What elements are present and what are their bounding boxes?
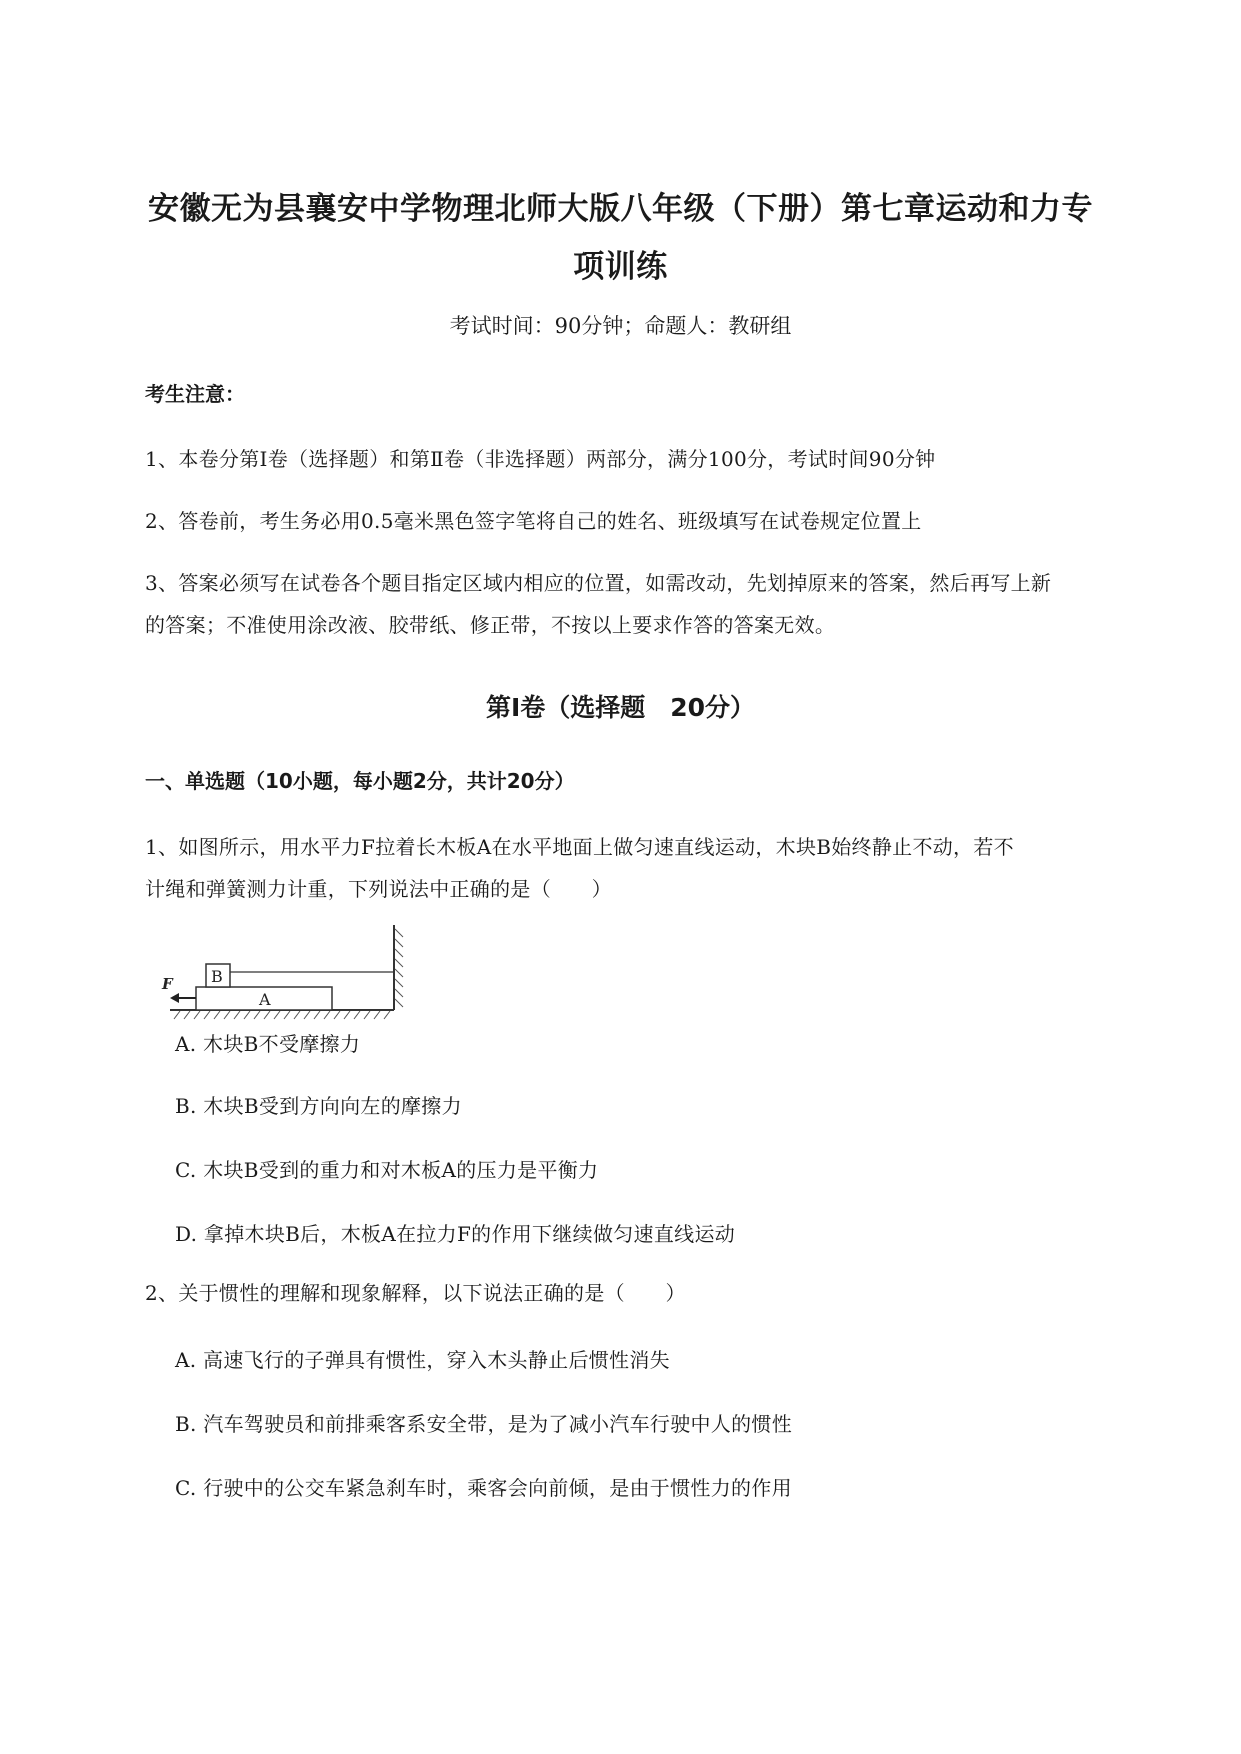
question-1-option-c: C. 木块B受到的重力和对木板A的压力是平衡力 (175, 1158, 599, 1182)
question-2-option-a: A. 高速飞行的子弹具有惯性，穿入木头静止后惯性消失 (175, 1348, 670, 1372)
exam-subtitle: 考试时间：90分钟；命题人：教研组 (449, 314, 792, 338)
part-heading: 一、单选题（10小题，每小题2分，共计20分） (145, 769, 575, 793)
ground-hatch (174, 1011, 390, 1019)
physics-diagram (162, 925, 430, 1025)
question-2-option-c: C. 行驶中的公交车紧急刹车时，乘客会向前倾，是由于惯性力的作用 (175, 1476, 792, 1500)
force-label: F (162, 975, 173, 993)
notice-item-3-cont: 的答案；不准使用涂改液、胶带纸、修正带，不按以上要求作答的答案无效。 (145, 613, 836, 637)
wall-hatch (395, 929, 403, 1007)
force-arrow-head (170, 993, 179, 1003)
exam-title-line2: 项训练 (573, 249, 668, 285)
notice-heading: 考生注意： (145, 382, 245, 406)
exam-title-line1: 安徽无为县襄安中学物理北师大版八年级（下册）第七章运动和力专 (148, 191, 1093, 227)
notice-item-2: 2、答卷前，考生务必用0.5毫米黑色签字笔将自己的姓名、班级填写在试卷规定位置上 (145, 509, 922, 533)
exam-title (130, 180, 1111, 296)
notice-item-1: 1、本卷分第Ⅰ卷（选择题）和第Ⅱ卷（非选择题）两部分，满分100分，考试时间90分钟 (145, 447, 936, 471)
question-1-option-b: B. 木块B受到方向向左的摩擦力 (175, 1094, 462, 1118)
question-1-stem-line1: 1、如图所示，用水平力F拉着长木板A在水平地面上做匀速直线运动，木块B始终静止不动，若不 (145, 835, 1014, 859)
question-1-option-a: A. 木块B不受摩擦力 (175, 1032, 361, 1056)
notice-item-3: 3、答案必须写在试卷各个题目指定区域内相应的位置，如需改动，先划掉原来的答案，然后再写上新 (145, 571, 1052, 595)
question-2-stem: 2、关于惯性的理解和现象解释，以下说法正确的是（ ） (145, 1281, 686, 1305)
section-title: 第Ⅰ卷（选择题 20分） (485, 693, 756, 722)
board-a-label: A (259, 990, 271, 1009)
block-b-label: B (211, 967, 223, 986)
question-1-figure (162, 925, 430, 1025)
question-1-stem-line2: 计绳和弹簧测力计重，下列说法中正确的是（ ） (145, 877, 612, 901)
question-2-option-b: B. 汽车驾驶员和前排乘客系安全带，是为了减小汽车行驶中人的惯性 (175, 1412, 793, 1436)
question-1-option-d: D. 拿掉木块B后，木板A在拉力F的作用下继续做匀速直线运动 (175, 1222, 736, 1246)
